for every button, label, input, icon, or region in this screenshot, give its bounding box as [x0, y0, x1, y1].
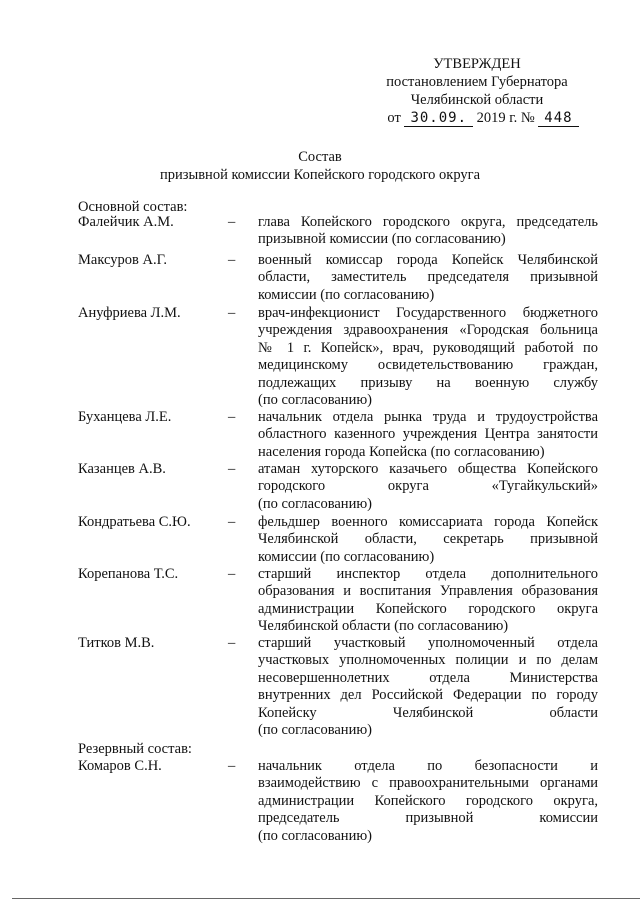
- member-description: атаман хуторского казачьего общества Копейского городского округа «Тугайкульский» (по согласованию): [258, 461, 598, 512]
- member-description: старший инспектор отдела дополнительного образования и воспитания Управления образования администрации Копейского городского округа Челябинской области (по согласованию): [258, 566, 598, 635]
- member-name: Буханцева Л.Е.: [78, 409, 172, 425]
- member-dash: –: [228, 635, 236, 651]
- scan-edge-line: [12, 898, 640, 899]
- approval-stamp: [372, 55, 582, 127]
- member-name: Ануфриева Л.М.: [78, 305, 181, 321]
- member-dash: –: [228, 566, 236, 582]
- approval-date: 30.09.: [404, 110, 473, 127]
- member-description: фельдшер военного комиссариата города Копейск Челябинской области, секретарь призывной комиссии (по согласованию): [258, 514, 598, 565]
- member-name: Комаров С.Н.: [78, 758, 162, 774]
- section-reserve-label: Резервный состав:: [78, 741, 192, 757]
- document-title: [120, 148, 520, 184]
- title-line-1: Состав: [298, 149, 342, 165]
- approved-by: постановлением Губернатора: [386, 74, 568, 90]
- member-name: Кондратьева С.Ю.: [78, 514, 191, 530]
- member-description: военный комиссар города Копейск Челябинской области, заместитель председателя призывной комиссии (по согласованию): [258, 252, 598, 303]
- member-name: Титков М.В.: [78, 635, 155, 651]
- approved-region: Челябинской области: [410, 92, 544, 108]
- member-dash: –: [228, 305, 236, 321]
- member-description: начальник отдела по безопасности и взаимодействию с правоохранительными органами администрации Копейского городского округа, председатель призывной комиссии (по согласованию): [258, 758, 598, 844]
- member-dash: –: [228, 409, 236, 425]
- member-name: Корепанова Т.С.: [78, 566, 179, 582]
- approved-heading: УТВЕРЖДЕН: [433, 56, 521, 72]
- approval-number: 448: [538, 110, 578, 127]
- member-description: старший участковый уполномоченный отдела участковых уполномоченных полиции и по делам несовершеннолетних отдела Министерства внутренних дел Российской Федерации по городу Копейску Челябинской области (по согласованию): [258, 635, 598, 738]
- member-description: глава Копейского городского округа, председатель призывной комиссии (по согласованию): [258, 214, 598, 248]
- member-dash: –: [228, 214, 236, 230]
- section-main-label: Основной состав:: [78, 199, 188, 215]
- member-dash: –: [228, 758, 236, 774]
- member-name: Максуров А.Г.: [78, 252, 167, 268]
- member-name: Казанцев А.В.: [78, 461, 166, 477]
- member-name: Фалейчик А.М.: [78, 214, 174, 230]
- approval-date-line: от 30.09. 2019 г. № 448: [384, 109, 582, 127]
- title-line-2: призывной комиссии Копейского городского округа: [159, 167, 481, 183]
- member-dash: –: [228, 252, 236, 268]
- member-description: начальник отдела рынка труда и трудоустройства областного казенного учреждения Центра занятости населения города Копейска (по согласованию): [258, 409, 598, 460]
- member-dash: –: [228, 514, 236, 530]
- member-description: врач-инфекционист Государственного бюджетного учреждения здравоохранения «Городская больница № 1 г. Копейск», врач, руководящий работой по медицинскому освидетельствованию граждан, подлежащих призыву на военную службу (по согласованию): [258, 305, 598, 408]
- member-dash: –: [228, 461, 236, 477]
